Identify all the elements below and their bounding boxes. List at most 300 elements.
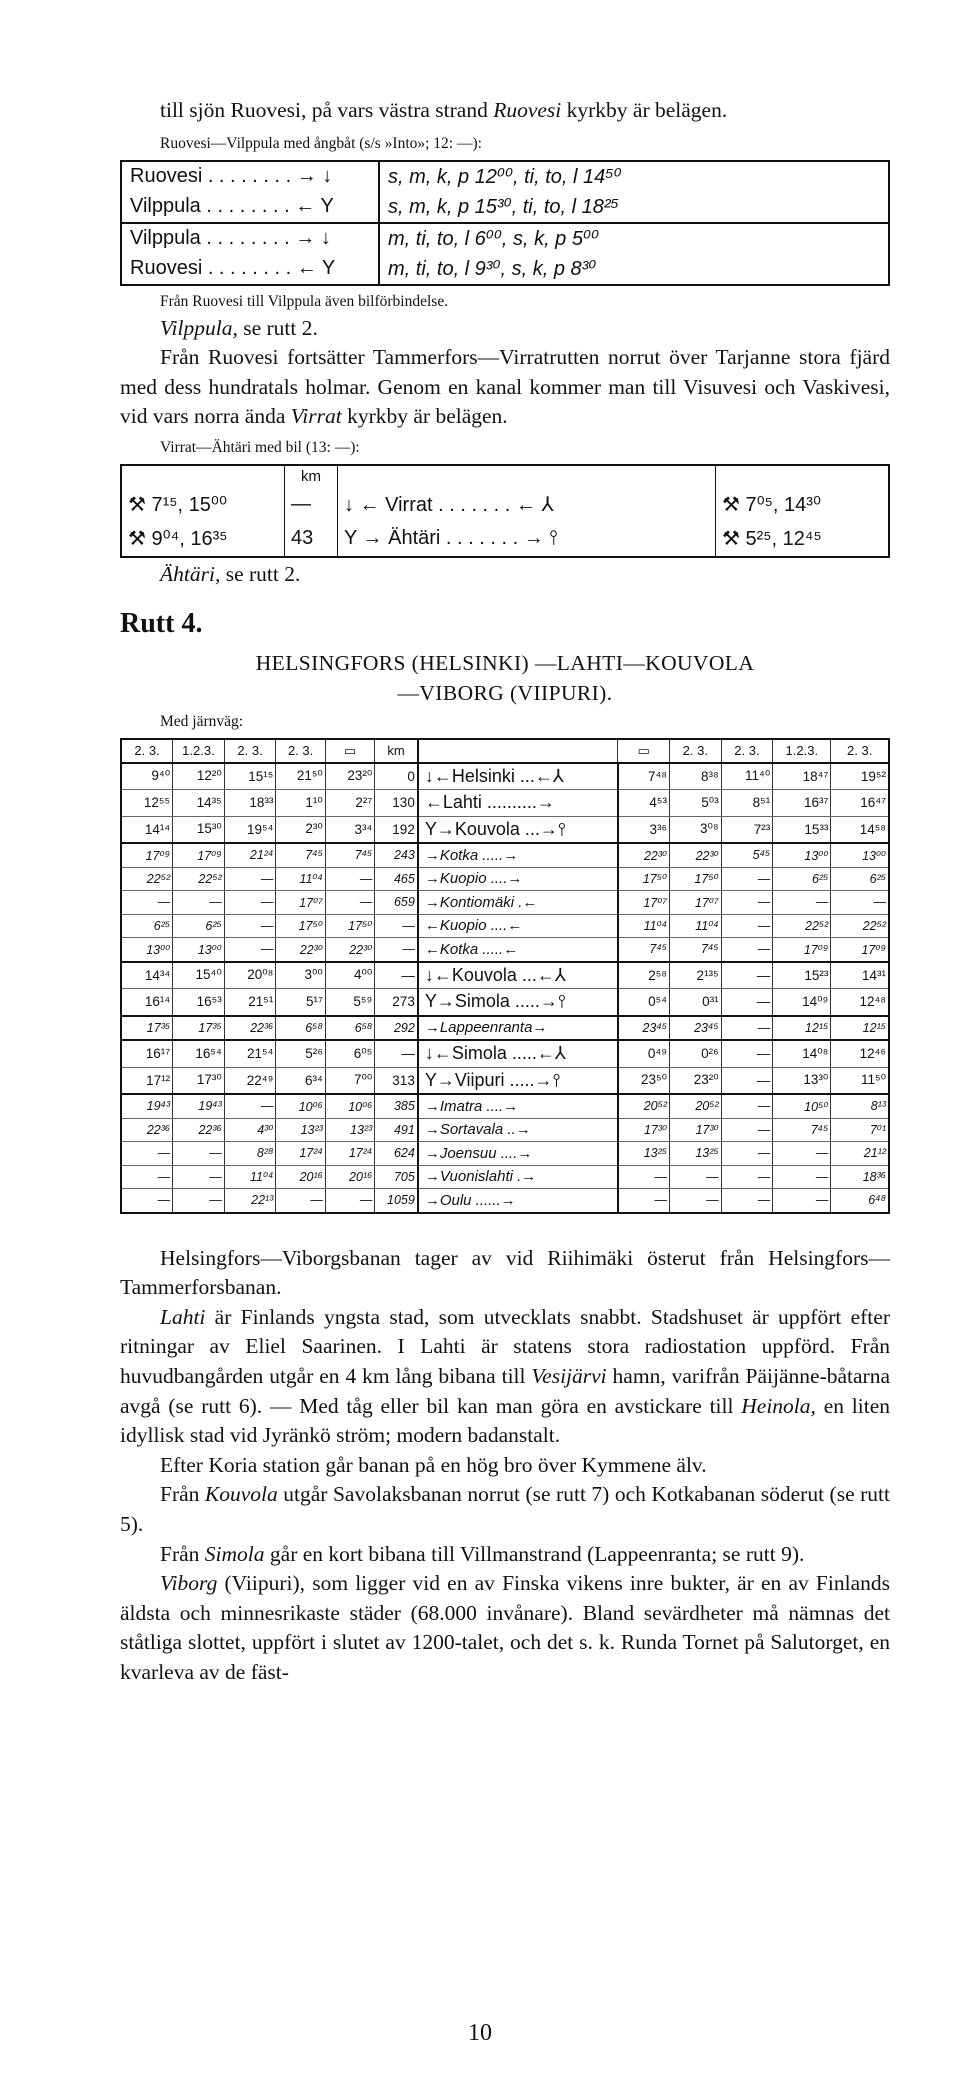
rail-time-cell: 6²⁵ — [173, 914, 225, 938]
rail-time-cell: 7⁴⁵ — [325, 843, 374, 867]
rail-time-cell: 2²⁷ — [325, 790, 374, 817]
rail-time-cell: 15²³ — [773, 962, 831, 989]
body-emphasis: Lahti — [160, 1304, 206, 1329]
rail-time-cell: 17²⁴ — [325, 1142, 374, 1166]
rail-time-cell: 0³¹ — [670, 989, 722, 1016]
rail-km-cell: 313 — [375, 1067, 418, 1094]
rail-time-cell: — — [670, 1189, 722, 1213]
rail-time-cell: 13⁰⁰ — [831, 843, 889, 867]
table-row — [121, 891, 889, 915]
bus-km: 43 — [285, 522, 338, 557]
table-row — [121, 938, 889, 962]
table-row — [121, 1016, 889, 1041]
body-run: en liten idyllisk stad vid Jyränkö ström; modern badanstalt. — [120, 1393, 891, 1448]
rail-header-row — [121, 739, 889, 763]
table-row — [121, 790, 889, 817]
rail-time-cell: 15³³ — [773, 816, 831, 843]
rail-time-cell: — — [325, 891, 374, 915]
table-row — [121, 843, 889, 867]
body-paragraph — [120, 1451, 890, 1481]
rail-station-cell: →Kotka .....→ — [418, 843, 618, 867]
ferry-days: s, m, k, p — [388, 166, 470, 189]
rail-time-cell: 12¹⁵ — [773, 1016, 831, 1041]
rail-time-cell: — — [173, 891, 225, 915]
rail-time-cell: — — [121, 1165, 173, 1189]
ferry-leader: . . . . . . . . — [200, 227, 296, 250]
rail-time-cell: — — [721, 867, 773, 891]
ahtari-ref — [120, 560, 890, 590]
rail-time-cell: — — [721, 1067, 773, 1094]
rail-km-cell: 705 — [375, 1165, 418, 1189]
body-run: Från — [160, 1541, 205, 1566]
rail-km-cell: 465 — [375, 867, 418, 891]
rail-km-cell: 1059 — [375, 1189, 418, 1213]
ferry-departure — [379, 161, 889, 192]
rail-time-cell: 11⁰⁴ — [618, 914, 670, 938]
ferry-time: 5⁰⁰ — [566, 228, 600, 251]
route-heading: Rutt 4. — [120, 607, 203, 639]
route-title-line2: —VIBORG (VIIPURI). — [397, 680, 613, 705]
table-row — [121, 1165, 889, 1189]
rail-time-cell: 22⁵² — [173, 867, 225, 891]
rail-time-cell: 20¹⁶ — [276, 1165, 325, 1189]
route-text-end: kyrkby är belägen. — [341, 404, 508, 429]
rail-time-cell: 10⁰⁶ — [325, 1094, 374, 1118]
rail-station-cell: ↓←Kouvola ...←⅄ — [418, 962, 618, 989]
body-run: går en kort bibana till Villmanstrand (Lappeenranta; se rutt 9). — [264, 1541, 805, 1566]
rail-time-cell: 22⁵² — [831, 914, 889, 938]
rail-header-class: 2. 3. — [831, 739, 889, 763]
rail-time-cell: 4⁵³ — [618, 790, 670, 817]
rail-time-cell: — — [721, 938, 773, 962]
rail-time-cell: 21⁵⁴ — [224, 1040, 276, 1067]
bus-direction-icon: Y — [344, 527, 357, 550]
rail-time-cell: 17⁰⁹ — [173, 843, 225, 867]
intro-text: till sjön Ruovesi, på vars västra strand — [160, 98, 494, 122]
vilppula-name: Vilppula, — [160, 315, 238, 340]
rail-time-cell: 20⁵² — [670, 1094, 722, 1118]
rail-time-cell: 10⁵⁰ — [773, 1094, 831, 1118]
intro-place: Ruovesi — [493, 98, 562, 122]
rail-time-cell: 19⁴³ — [173, 1094, 225, 1118]
ferry-direction-icon: ↓ — [315, 227, 331, 250]
ferry-days: s, k, p — [512, 228, 567, 251]
rail-time-cell: 6²⁵ — [773, 867, 831, 891]
rail-time-cell: 1¹⁰ — [276, 790, 325, 817]
ferry-departure — [379, 254, 889, 285]
rail-time-cell: 15⁴⁰ — [173, 962, 225, 989]
rail-time-cell: 22³⁰ — [618, 843, 670, 867]
ferry-departure — [379, 192, 889, 223]
rail-timetable — [120, 738, 890, 1214]
ferry-time: 14⁵⁰ — [577, 166, 622, 189]
rail-time-cell: 7²³ — [721, 816, 773, 843]
rail-time-cell: — — [618, 1165, 670, 1189]
rail-header-class: 2. 3. — [276, 739, 325, 763]
rail-station-cell: →Kuopio ....→ — [418, 867, 618, 891]
rail-time-cell: — — [224, 891, 276, 915]
rail-time-cell: 13⁰⁰ — [173, 938, 225, 962]
body-text — [120, 1244, 890, 1688]
rail-time-cell: 18³⁶ — [831, 1165, 889, 1189]
rail-time-cell: — — [721, 1016, 773, 1041]
body-run: hamn, varifrån Päijänne-båtarna avgå (se rutt 6). — Med tåg eller bil kan man göra en avstickare till — [120, 1363, 890, 1418]
rail-time-cell: — — [224, 938, 276, 962]
rail-time-cell: — — [773, 891, 831, 915]
bus-km: — — [285, 488, 338, 522]
rail-time-cell: 7⁴⁸ — [618, 763, 670, 790]
rail-time-cell: 21²⁴ — [224, 843, 276, 867]
ferry-leader: . . . . . . . . — [202, 165, 297, 188]
body-paragraph — [120, 1540, 890, 1570]
body-emphasis: Simola — [204, 1541, 265, 1566]
rail-time-cell: 3³⁴ — [325, 816, 374, 843]
table-row — [121, 989, 889, 1016]
rail-time-cell: 11⁵⁰ — [831, 1067, 889, 1094]
rail-time-cell: 6²⁵ — [121, 914, 173, 938]
body-paragraph — [120, 1244, 890, 1303]
bus-station: Y → Ähtäri . . . . . . . → ⫯ — [338, 522, 716, 557]
rail-time-cell: 22⁵² — [773, 914, 831, 938]
rail-km-cell: — — [375, 914, 418, 938]
ferry-caption: Ruovesi—Vilppula med ångbåt (s/s »Into»; 12: —): — [160, 134, 482, 152]
rail-time-cell: 3⁰⁰ — [276, 962, 325, 989]
rail-station-cell: →Vuonislahti .→ — [418, 1165, 618, 1189]
rail-time-cell: 7⁴⁵ — [276, 843, 325, 867]
bus-right: ⚒ 5²⁵, 12⁴⁵ — [716, 522, 890, 557]
rail-header-km: km — [375, 739, 418, 763]
rail-time-cell: 7⁰⁰ — [325, 1067, 374, 1094]
rail-time-cell: 16³⁷ — [773, 790, 831, 817]
body-emphasis: Heinola, — [741, 1393, 816, 1418]
rail-km-cell: 385 — [375, 1094, 418, 1118]
rail-time-cell: 19⁵² — [831, 763, 889, 790]
ferry-days: m, ti, to, l — [388, 228, 470, 251]
rail-time-cell: 22³⁶ — [121, 1118, 173, 1142]
rail-time-cell: — — [721, 1189, 773, 1213]
rail-time-cell: 8²⁸ — [224, 1142, 276, 1166]
rail-km-cell: 130 — [375, 790, 418, 817]
route-title-line1: HELSINGFORS (HELSINKI) —LAHTI—KOUVOLA — [255, 650, 755, 675]
rail-time-cell: 14⁰⁹ — [773, 989, 831, 1016]
rail-time-cell: 3⁰⁸ — [670, 816, 722, 843]
body-paragraph — [120, 1480, 890, 1539]
rail-time-cell: 13³⁰ — [773, 1067, 831, 1094]
rail-station-cell: →Imatra ....→ — [418, 1094, 618, 1118]
rail-time-cell: — — [121, 1189, 173, 1213]
rail-caption: Med järnväg: — [160, 712, 244, 730]
bus-right: ⚒ 7⁰⁵, 14³⁰ — [716, 488, 890, 522]
rail-time-cell: — — [224, 867, 276, 891]
rail-time-cell: 14³¹ — [831, 962, 889, 989]
bus-row — [121, 522, 889, 557]
rail-header-class: 1.2.3. — [773, 739, 831, 763]
rail-time-cell: 0⁵⁴ — [618, 989, 670, 1016]
rail-time-cell: 17⁵⁰ — [670, 867, 722, 891]
rail-time-cell: 23⁵⁰ — [618, 1067, 670, 1094]
rail-time-cell: 17¹² — [121, 1067, 173, 1094]
rail-time-cell: 13⁰⁰ — [121, 938, 173, 962]
ferry-direction-icon: Y — [315, 195, 334, 218]
rail-station-cell: ↓←Simola .....←⅄ — [418, 1040, 618, 1067]
ferry-row — [121, 192, 889, 223]
bus-station: ↓ ← Virrat . . . . . . . ← ⅄ — [338, 488, 716, 522]
rail-time-cell: — — [721, 989, 773, 1016]
bus-header-blank — [121, 465, 285, 488]
rail-time-cell: — — [773, 1165, 831, 1189]
rail-time-cell: — — [276, 1189, 325, 1213]
rail-time-cell: 14¹⁴ — [121, 816, 173, 843]
ferry-time: 6⁰⁰, — [469, 228, 513, 251]
bus-caption: Virrat—Ähtäri med bil (13: —): — [160, 438, 360, 456]
rail-time-cell: 22³⁶ — [224, 1016, 276, 1041]
rail-time-cell: — — [721, 914, 773, 938]
rail-time-cell: — — [721, 1094, 773, 1118]
rail-time-cell: 8³⁸ — [670, 763, 722, 790]
table-row — [121, 867, 889, 891]
rail-time-cell: 11⁰⁴ — [670, 914, 722, 938]
rail-time-cell: 22³⁰ — [670, 843, 722, 867]
rail-time-cell: 13²³ — [325, 1118, 374, 1142]
route-place: Virrat — [290, 404, 342, 429]
bus-direction-icon: ⫯ — [549, 527, 558, 550]
rail-time-cell: 12⁴⁸ — [831, 989, 889, 1016]
rail-time-cell: 17⁰⁹ — [773, 938, 831, 962]
rail-km-cell: 243 — [375, 843, 418, 867]
rail-time-cell: 17⁰⁷ — [670, 891, 722, 915]
rail-time-cell: 16⁵³ — [173, 989, 225, 1016]
ferry-station — [121, 161, 379, 192]
table-row — [121, 914, 889, 938]
rail-time-cell: — — [721, 1040, 773, 1067]
rail-time-cell: 17³⁰ — [618, 1118, 670, 1142]
ferry-direction-icon: Y — [316, 257, 336, 280]
page-number: 10 — [468, 2020, 492, 2046]
rail-time-cell: 13²⁵ — [670, 1142, 722, 1166]
rail-time-cell: 5⁴⁵ — [721, 843, 773, 867]
bus-row — [121, 488, 889, 522]
rail-time-cell: 17³⁵ — [121, 1016, 173, 1041]
rail-header-class: ▭ — [618, 739, 670, 763]
table-row — [121, 1067, 889, 1094]
rail-time-cell: — — [173, 1142, 225, 1166]
rail-time-cell: 22¹³ — [224, 1189, 276, 1213]
rail-time-cell: 16⁴⁷ — [831, 790, 889, 817]
rail-time-cell: — — [721, 1165, 773, 1189]
content-column — [120, 96, 890, 1687]
rail-time-cell: 16¹⁴ — [121, 989, 173, 1016]
rail-header-class: 2. 3. — [121, 739, 173, 763]
intro-paragraph — [120, 96, 890, 126]
ferry-note: Från Ruovesi till Vilppula även bilförbindelse. — [160, 292, 449, 310]
rail-time-cell: 3³⁶ — [618, 816, 670, 843]
body-emphasis: Viborg — [160, 1571, 218, 1596]
rail-time-cell: 5⁰³ — [670, 790, 722, 817]
ferry-station-name: Vilppula — [130, 227, 201, 250]
rail-header-class: 2. 3. — [721, 739, 773, 763]
rail-time-cell: 6⁴⁸ — [831, 1189, 889, 1213]
rail-time-cell: — — [618, 1189, 670, 1213]
rail-time-cell: — — [773, 1142, 831, 1166]
route-text: Från Ruovesi fortsätter Tammerfors—Virratrutten norrut över Tarjanne stora fjärd med dess hundratals holmar. Genom en kanal kommer man till Visuvesi och Vaskivesi, vid vars norra ända — [120, 345, 890, 429]
rail-station-cell: →Lappeenranta→ — [418, 1016, 618, 1041]
rail-time-cell: 14⁵⁸ — [831, 816, 889, 843]
rail-station-cell: →Kontiomäki .← — [418, 891, 618, 915]
rail-time-cell: 15¹⁵ — [224, 763, 276, 790]
ferry-arrow: → — [295, 227, 316, 250]
body-run: Efter Koria station går banan på en hög bro över Kymmene älv. — [160, 1452, 707, 1477]
rail-time-cell: 8¹³ — [831, 1094, 889, 1118]
ferry-time: 15³⁰, — [469, 196, 523, 219]
rail-station-cell: Y→Viipuri .....→⫯ — [418, 1067, 618, 1094]
body-run: utgår Savolaksbanan norrut (se rutt 7) och Kotkabanan söderut (se rutt 5). — [120, 1482, 890, 1536]
ahtari-name: Ähtäri, — [160, 561, 221, 586]
rail-time-cell: — — [670, 1165, 722, 1189]
body-run: Från — [160, 1482, 205, 1507]
rail-time-cell: 12⁵⁵ — [121, 790, 173, 817]
ferry-timetable — [120, 160, 890, 286]
rail-time-cell: 15³⁰ — [173, 816, 225, 843]
rail-time-cell: 20⁵² — [618, 1094, 670, 1118]
ahtari-rest: se rutt 2. — [220, 561, 301, 586]
rail-time-cell: 17³⁵ — [173, 1016, 225, 1041]
rail-time-cell: 14⁰⁸ — [773, 1040, 831, 1067]
rail-time-cell: 20¹⁶ — [325, 1165, 374, 1189]
rail-time-cell: 17²⁴ — [276, 1142, 325, 1166]
rail-time-cell: 23²⁰ — [325, 763, 374, 790]
rail-time-cell: 4⁰⁰ — [325, 962, 374, 989]
rail-time-cell: 23⁴⁵ — [670, 1016, 722, 1041]
rail-time-cell: — — [721, 962, 773, 989]
rail-time-cell: — — [325, 867, 374, 891]
rail-time-cell: 17⁰⁷ — [618, 891, 670, 915]
rail-km-cell: 273 — [375, 989, 418, 1016]
rail-time-cell: 22⁴⁹ — [224, 1067, 276, 1094]
rail-time-cell: 22⁵² — [121, 867, 173, 891]
ferry-departure — [379, 223, 889, 254]
rail-km-cell: 292 — [375, 1016, 418, 1041]
ferry-station — [121, 223, 379, 254]
ferry-time: 9³⁰, — [469, 258, 512, 281]
rail-header-class: ▭ — [325, 739, 374, 763]
rail-station-cell: Y→Kouvola ...→⫯ — [418, 816, 618, 843]
rail-time-cell: 16⁵⁴ — [173, 1040, 225, 1067]
table-row — [121, 962, 889, 989]
ferry-leader: . . . . . . . . — [202, 257, 297, 280]
rail-time-cell: 11⁴⁰ — [721, 763, 773, 790]
ferry-time: 8³⁰ — [564, 258, 597, 281]
rail-time-cell: 9⁴⁰ — [121, 763, 173, 790]
rail-time-cell: — — [773, 1189, 831, 1213]
rail-header-class: 2. 3. — [670, 739, 722, 763]
rail-km-cell: 192 — [375, 816, 418, 843]
rail-station-cell: ←Kuopio ....← — [418, 914, 618, 938]
bus-timetable — [120, 464, 890, 558]
rail-time-cell: — — [224, 914, 276, 938]
rail-time-cell: — — [173, 1189, 225, 1213]
rail-time-cell: 11⁰⁴ — [224, 1165, 276, 1189]
rail-time-cell: 21⁵⁰ — [276, 763, 325, 790]
rail-km-cell: — — [375, 962, 418, 989]
rail-time-cell: 6²⁵ — [831, 867, 889, 891]
ferry-days: m, ti, to, l — [388, 258, 470, 281]
rail-time-cell: 23²⁰ — [670, 1067, 722, 1094]
rail-time-cell: 14³⁴ — [121, 962, 173, 989]
rail-km-cell: 0 — [375, 763, 418, 790]
rail-km-cell: 659 — [375, 891, 418, 915]
rail-time-cell: 0²⁶ — [670, 1040, 722, 1067]
table-row — [121, 1142, 889, 1166]
rail-time-cell: 7⁴⁵ — [670, 938, 722, 962]
rail-time-cell: 17⁵⁰ — [276, 914, 325, 938]
ferry-arrow: ← — [295, 195, 316, 218]
bus-header-km: km — [285, 465, 338, 488]
rail-time-cell: 18³³ — [224, 790, 276, 817]
rail-time-cell: 5²⁶ — [276, 1040, 325, 1067]
rail-time-cell: 19⁴³ — [121, 1094, 173, 1118]
rail-time-cell: 17⁵⁰ — [618, 867, 670, 891]
ferry-row — [121, 161, 889, 192]
ferry-row — [121, 254, 889, 285]
rail-km-cell: — — [375, 1040, 418, 1067]
rail-station-cell: →Sortavala ..→ — [418, 1118, 618, 1142]
body-paragraph — [120, 1303, 890, 1451]
rail-time-cell: 17⁰⁷ — [276, 891, 325, 915]
rail-time-cell: 11⁰⁴ — [276, 867, 325, 891]
rail-time-cell: 6³⁴ — [276, 1067, 325, 1094]
vilppula-rest: se rutt 2. — [237, 315, 318, 340]
rail-time-cell: 4³⁰ — [224, 1118, 276, 1142]
rail-time-cell: — — [173, 1165, 225, 1189]
ferry-days: s, m, k, p — [388, 196, 470, 219]
body-paragraph — [120, 1569, 890, 1687]
rail-time-cell: 12¹⁵ — [831, 1016, 889, 1041]
rail-time-cell: 18⁴⁷ — [773, 763, 831, 790]
bus-direction-icon: ⅄ — [541, 494, 554, 517]
rail-time-cell: 16¹⁷ — [121, 1040, 173, 1067]
rail-time-cell: 12²⁰ — [173, 763, 225, 790]
rail-km-cell: — — [375, 938, 418, 962]
ferry-station — [121, 254, 379, 285]
rail-time-cell: 17³⁰ — [670, 1118, 722, 1142]
rail-station-cell: ←Lahti ..........→ — [418, 790, 618, 817]
rail-time-cell: 10⁰⁶ — [276, 1094, 325, 1118]
table-row — [121, 1094, 889, 1118]
table-row — [121, 1189, 889, 1213]
vilppula-ref — [120, 314, 890, 344]
rail-time-cell: 7⁴⁵ — [618, 938, 670, 962]
ferry-station-name: Ruovesi — [130, 165, 203, 188]
ferry-direction-icon: ↓ — [316, 165, 333, 188]
body-run: är Finlands yngsta stad, som utvecklats snabbt. Stadshuset är uppfört efter ritningar av Eliel Saarinen. I Lahti är statens stora radiostation uppförd. Från huvudbangården utgår en 4 km lång bibana till — [120, 1304, 890, 1388]
rail-time-cell: 22³⁶ — [173, 1118, 225, 1142]
rail-time-cell: — — [325, 1189, 374, 1213]
rail-time-cell: — — [224, 1094, 276, 1118]
ferry-row — [121, 223, 889, 254]
rail-time-cell: 22³⁰ — [276, 938, 325, 962]
rail-time-cell: — — [121, 891, 173, 915]
ferry-leader: . . . . . . . . — [200, 195, 296, 218]
route-paragraph — [120, 343, 890, 432]
rail-time-cell: 22³⁰ — [325, 938, 374, 962]
rail-time-cell: 2³⁰ — [276, 816, 325, 843]
rail-station-cell: →Oulu ......→ — [418, 1189, 618, 1213]
bus-header-blank2 — [338, 465, 716, 488]
bus-left: ⚒ 9⁰⁴, 16³⁵ — [128, 528, 228, 551]
rail-station-cell: ←Kotka .....← — [418, 938, 618, 962]
bus-header-blank3 — [716, 465, 890, 488]
ferry-station-name: Ruovesi — [130, 257, 203, 280]
